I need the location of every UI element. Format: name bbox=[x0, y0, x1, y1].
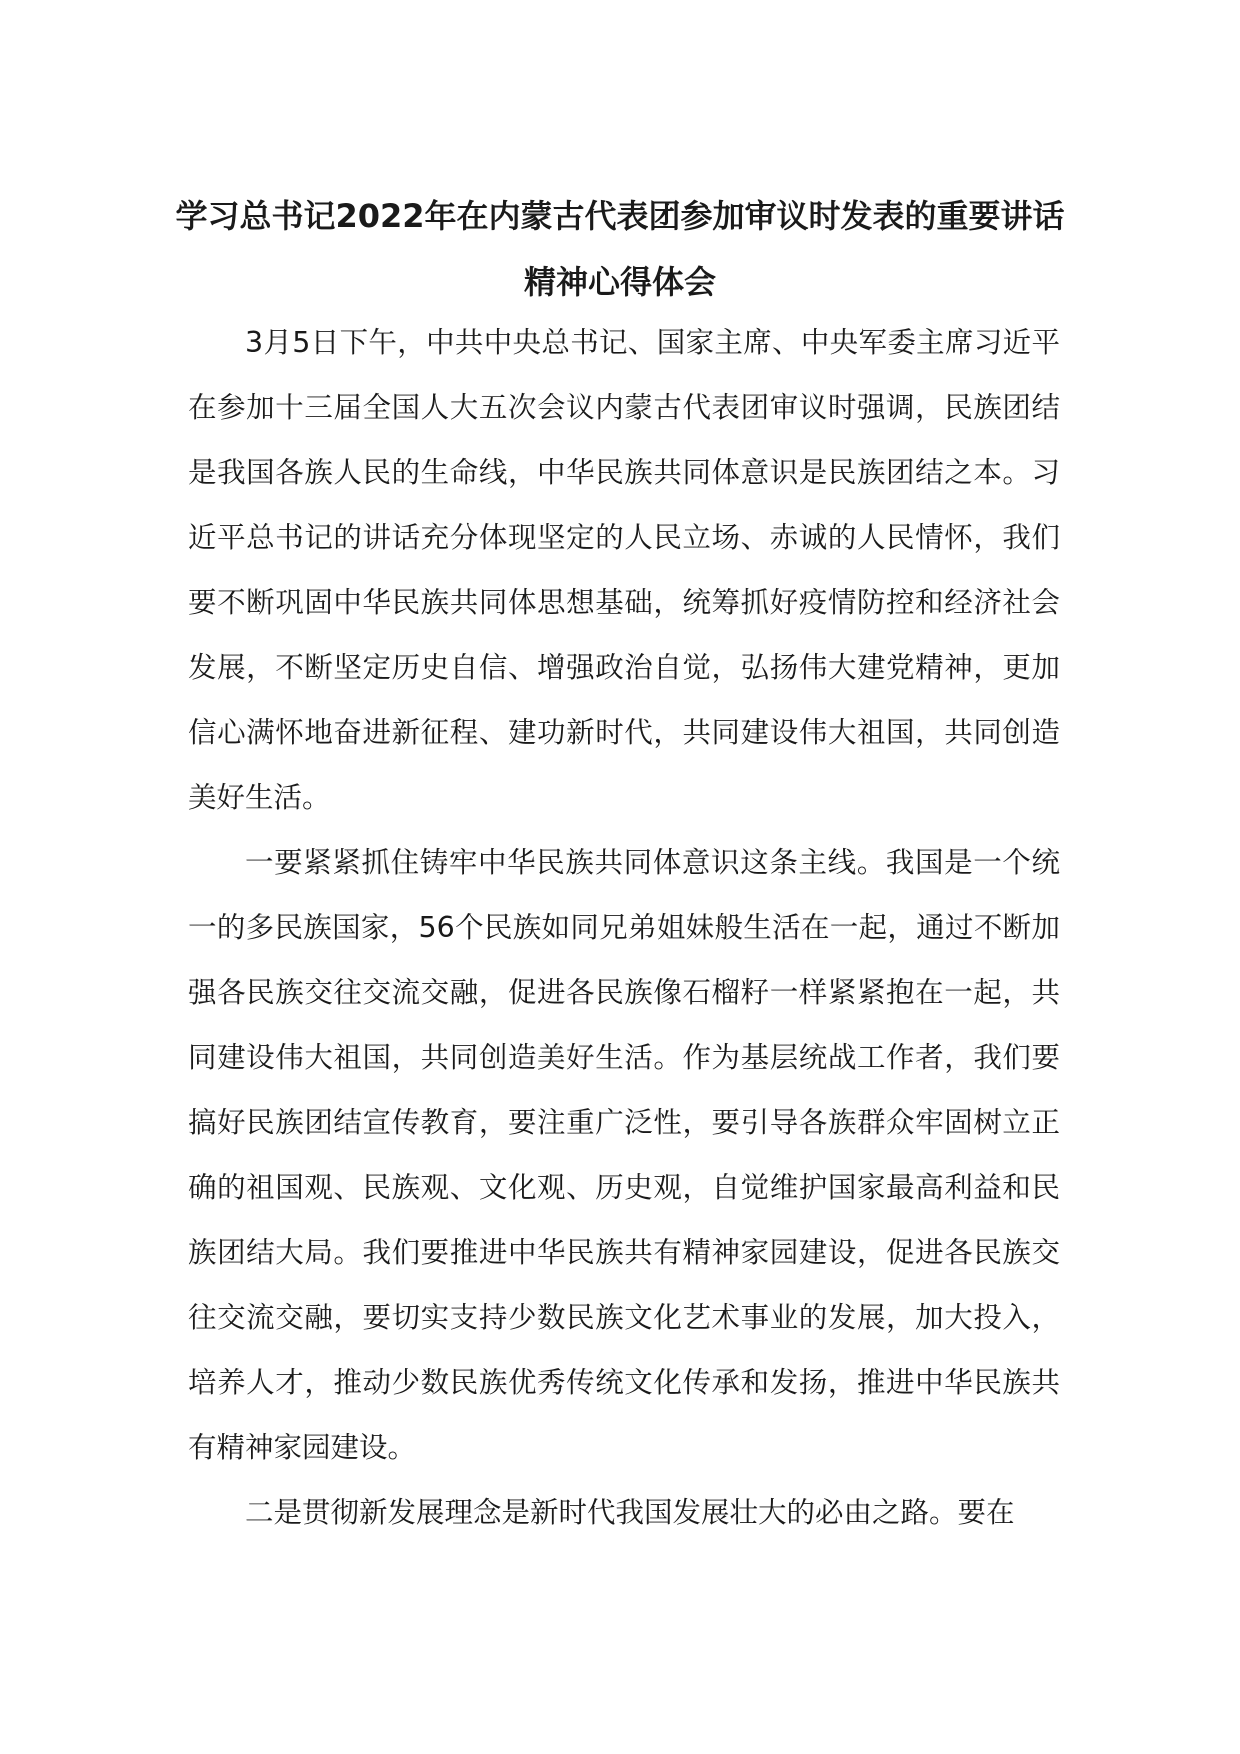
paragraph-point-one: 一要紧紧抓住铸牢中华民族共同体意识这条主线。我国是一个统一的多民族国家，56个民族如同兄弟姐妹般生活在一起，通过不断加强各民族交往交流交融，促进各民族像石榴籽一样紧紧抱在一起，共同建设伟大祖国，共同创造美好生活。作为基层统战工作者，我们要搞好民族团结宣传教育，要注重广泛性，要引导各族群众牢固树立正确的祖国观、民族观、文化观、历史观，自觉维护国家最高利益和民族团结大局。我们要推进中华民族共有精神家园建设，促进各民族交往交流交融，要切实支持少数民族文化艺术事业的发展，加大投入，培养人才，推动少数民族优秀传统文化传承和发扬，推进中华民族共有精神家园建设。 bbox=[188, 846, 1060, 1464]
paragraph-point-two: 二是贯彻新发展理念是新时代我国发展壮大的必由之路。要在 bbox=[245, 1496, 1015, 1529]
document-body bbox=[188, 310, 1060, 1545]
paragraph-intro: 3月5日下午，中共中央总书记、国家主席、中央军委主席习近平在参加十三届全国人大五次会议内蒙古代表团审议时强调，民族团结是我国各族人民的生命线，中华民族共同体意识是民族团结之本。习近平总书记的讲话充分体现坚定的人民立场、赤诚的人民情怀，我们要不断巩固中华民族共同体思想基础，统筹抓好疫情防控和经济社会发展，不断坚定历史自信、增强政治自觉，弘扬伟大建党精神，更加信心满怀地奋进新征程、建功新时代，共同建设伟大祖国，共同创造美好生活。 bbox=[188, 326, 1060, 814]
document-title: 学习总书记2022年在内蒙古代表团参加审议时发表的重要讲话精神心得体会 bbox=[175, 197, 1065, 301]
